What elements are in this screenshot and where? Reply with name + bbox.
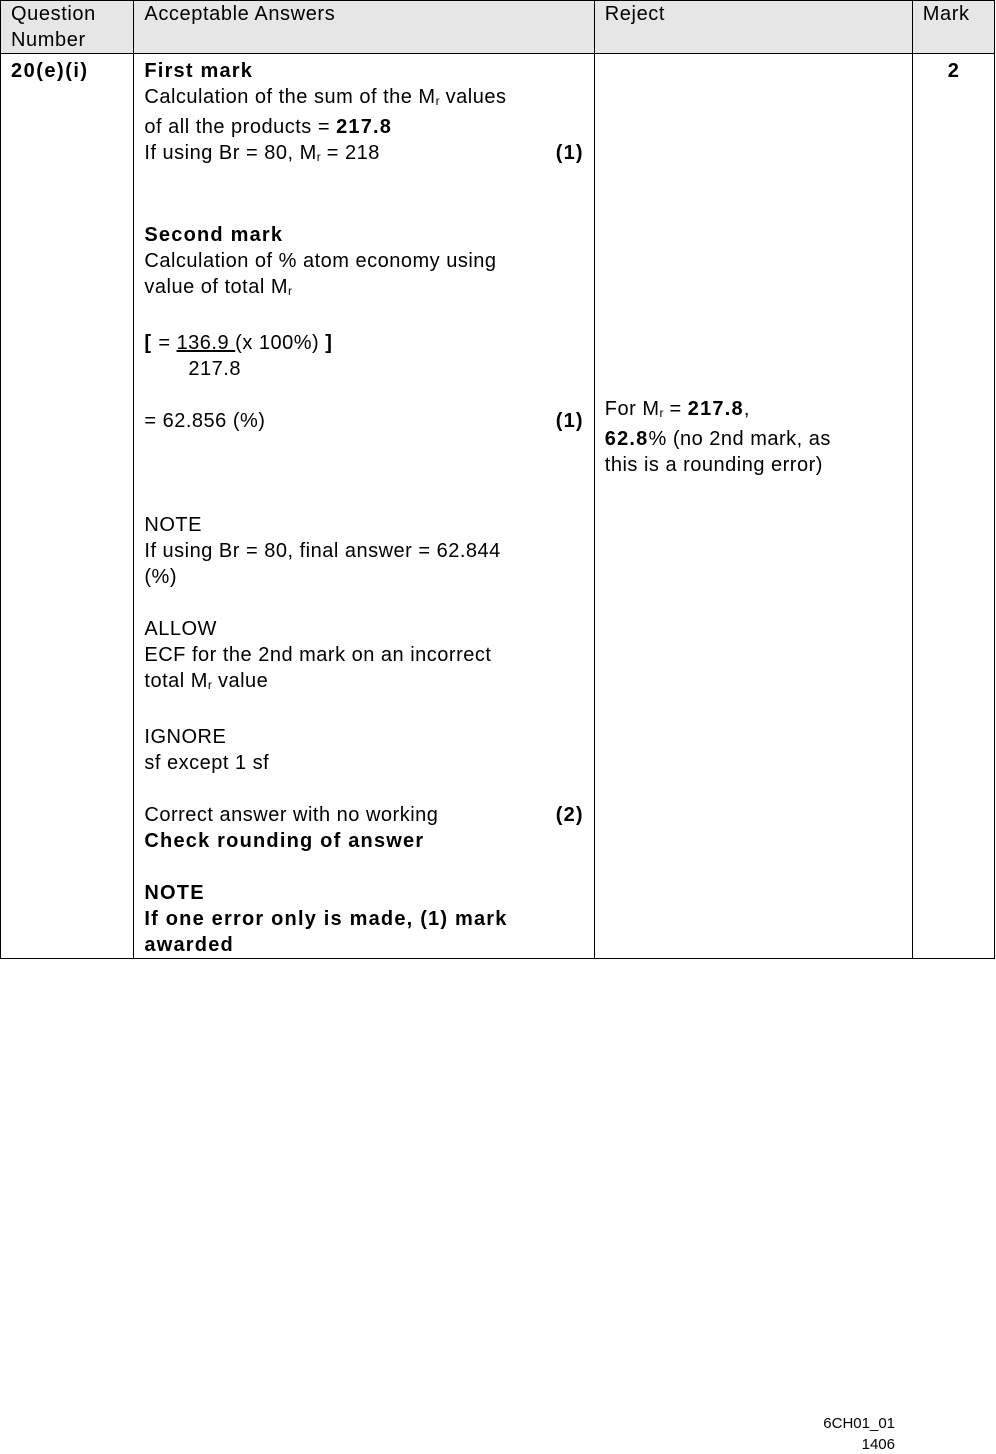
- ignore-line1: sf except 1 sf: [144, 752, 270, 774]
- note1-line2: (%): [144, 566, 177, 588]
- acceptable-answers-cell: [134, 54, 594, 959]
- header-reject: Reject: [594, 1, 912, 54]
- footer-code: 6CH01_01: [823, 1415, 895, 1432]
- fraction-denominator: 217.8: [188, 358, 241, 380]
- header-row: [1, 1, 995, 54]
- footer-session: 1406: [861, 1436, 895, 1453]
- reject-line2: 62.8% (no 2nd mark, as: [604, 428, 831, 450]
- header-question-number: Question Number: [1, 1, 134, 54]
- header-mark: Mark: [912, 1, 994, 54]
- correct-answer-marks: (2): [555, 804, 584, 826]
- note1-line1: If using Br = 80, final answer = 62.844: [144, 540, 501, 562]
- check-rounding: Check rounding of answer: [144, 830, 425, 852]
- second-mark-result: = 62.856 (%) (1): [144, 410, 584, 432]
- question-number-cell: [1, 54, 134, 959]
- reject-line3: this is a rounding error): [604, 454, 823, 476]
- second-mark-marks: (1): [555, 410, 584, 432]
- reject-line1: For Mr = 217.8,: [604, 398, 750, 420]
- allow-line1: ECF for the 2nd mark on an incorrect: [144, 644, 492, 666]
- answer-row: [1, 54, 995, 959]
- first-mark-line1: Calculation of the sum of the Mr values: [144, 86, 507, 108]
- fraction-numerator: 136.9: [176, 332, 236, 354]
- correct-answer-line: Correct answer with no working (2): [144, 804, 584, 826]
- allow-line2: total Mr value: [144, 670, 269, 692]
- first-mark-marks: (1): [555, 142, 584, 164]
- fraction-expression: [ = 136.9 (x 100%) ]: [144, 332, 334, 354]
- second-mark-heading: Second mark: [144, 224, 284, 246]
- question-number: 20(e)(i): [11, 60, 89, 82]
- mark-cell: [912, 54, 994, 959]
- header-acceptable-answers: Acceptable Answers: [134, 1, 594, 54]
- allow-heading: ALLOW: [144, 618, 217, 640]
- note2-line2: awarded: [144, 934, 234, 956]
- first-mark-line3: If using Br = 80, Mr = 218 (1): [144, 140, 583, 170]
- second-mark-line1: Calculation of % atom economy using: [144, 250, 497, 272]
- mark-value: 2: [947, 60, 959, 82]
- note1-heading: NOTE: [144, 514, 202, 536]
- note2-heading: NOTE: [144, 882, 205, 904]
- ignore-heading: IGNORE: [144, 726, 227, 748]
- first-mark-line2: of all the products = 217.8: [144, 116, 393, 138]
- first-mark-heading: First mark: [144, 60, 254, 82]
- note2-line1: If one error only is made, (1) mark: [144, 908, 508, 930]
- second-mark-line2: value of total Mr: [144, 276, 293, 298]
- reject-cell: [594, 54, 912, 959]
